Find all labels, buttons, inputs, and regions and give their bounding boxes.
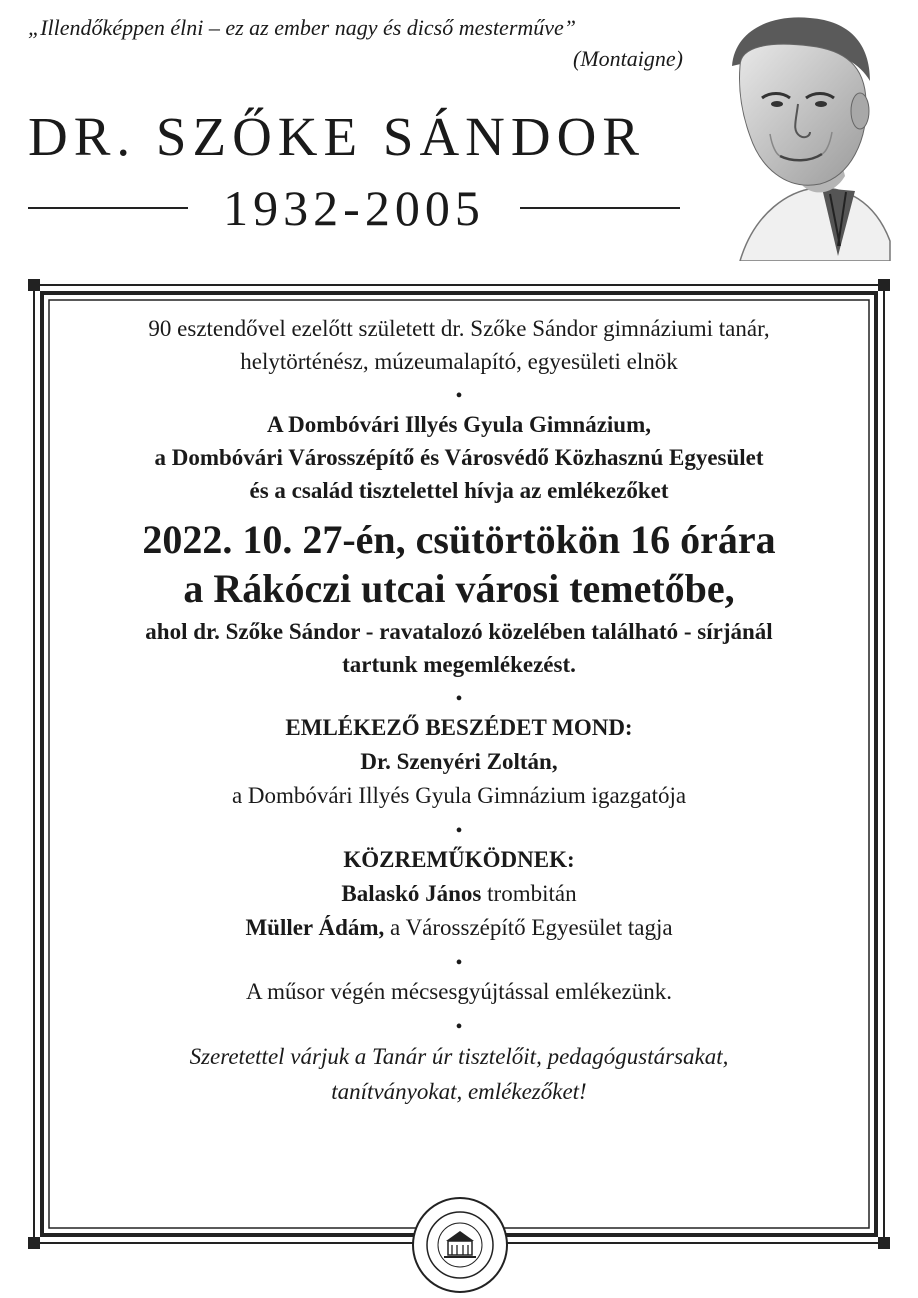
where-line-2: tartunk megemlékezést. — [342, 652, 576, 677]
closing-line: A műsor végén mécsesgyújtással emlékezünk. — [245, 979, 673, 1004]
event-time-place — [50, 515, 868, 613]
speaker-name: Dr. Szenyéri Zoltán, — [360, 749, 558, 774]
intro-paragraph — [50, 312, 868, 378]
quote-author: (Montaigne) — [573, 46, 683, 71]
contributors-heading: KÖZREMŰKÖDNEK: — [343, 847, 575, 872]
quote-text: „Illendőképpen élni – ez az ember nagy és dicső mesterműve” — [28, 15, 577, 40]
where-line-1: ahol dr. Szőke Sándor - ravatalozó közelében található - sírjánál — [145, 619, 773, 644]
separator-bullet: • — [455, 688, 463, 710]
epigraph-quote — [28, 12, 683, 74]
contributor-1-name: Balaskó János — [341, 881, 482, 906]
intro-line-2: helytörténész, múzeumalapító, egyesületi elnök — [240, 349, 678, 374]
invite-paragraph — [50, 1039, 868, 1109]
separator-bullet: • — [455, 820, 463, 842]
separator-bullet: • — [455, 1016, 463, 1038]
contributors-section — [50, 843, 868, 945]
contributor-1-role: trombitán — [481, 881, 577, 906]
separator-bullet: • — [455, 385, 463, 407]
event-date: 2022. 10. 27-én, csütörtökön 16 órára — [142, 517, 776, 562]
speech-heading: EMLÉKEZŐ BESZÉDET MOND: — [285, 715, 633, 740]
speech-section — [50, 711, 868, 813]
left-rule — [28, 207, 188, 209]
location-detail — [50, 615, 868, 681]
invite-line-2: tanítványokat, emlékezőket! — [331, 1079, 587, 1104]
contributor-1 — [50, 877, 868, 911]
event-place: a Rákóczi utcai városi temetőbe, — [183, 566, 735, 611]
invite-line-1: Szeretettel várjuk a Tanár úr tisztelőit, pedagógustársakat, — [189, 1044, 729, 1069]
contributor-2 — [50, 911, 868, 945]
years-row — [28, 176, 680, 240]
organizer-line-1: A Dombóvári Illyés Gyula Gimnázium, — [267, 412, 651, 437]
organizers-paragraph — [50, 408, 868, 507]
life-years: 1932-2005 — [223, 180, 485, 236]
right-rule — [520, 207, 680, 209]
intro-line-1: 90 esztendővel ezelőtt született dr. Szőke Sándor gimnáziumi tanár, — [148, 316, 770, 341]
organizer-line-3: és a család tisztelettel hívja az emlékezőket — [249, 478, 669, 503]
separator-bullet: • — [455, 952, 463, 974]
invitation-body — [50, 312, 868, 1109]
organizer-line-2: a Dombóvári Városszépítő és Városvédő Közhasznú Egyesület — [154, 445, 764, 470]
contributor-2-name: Müller Ádám, — [245, 915, 385, 940]
speaker-role: a Dombóvári Illyés Gyula Gimnázium igazgatója — [231, 783, 687, 808]
contributor-2-role: a Városszépítő Egyesület tagja — [384, 915, 673, 940]
association-seal-logo — [412, 1197, 508, 1293]
honoree-name: DR. SZŐKE SÁNDOR — [28, 106, 646, 167]
portrait-photo — [710, 6, 895, 261]
